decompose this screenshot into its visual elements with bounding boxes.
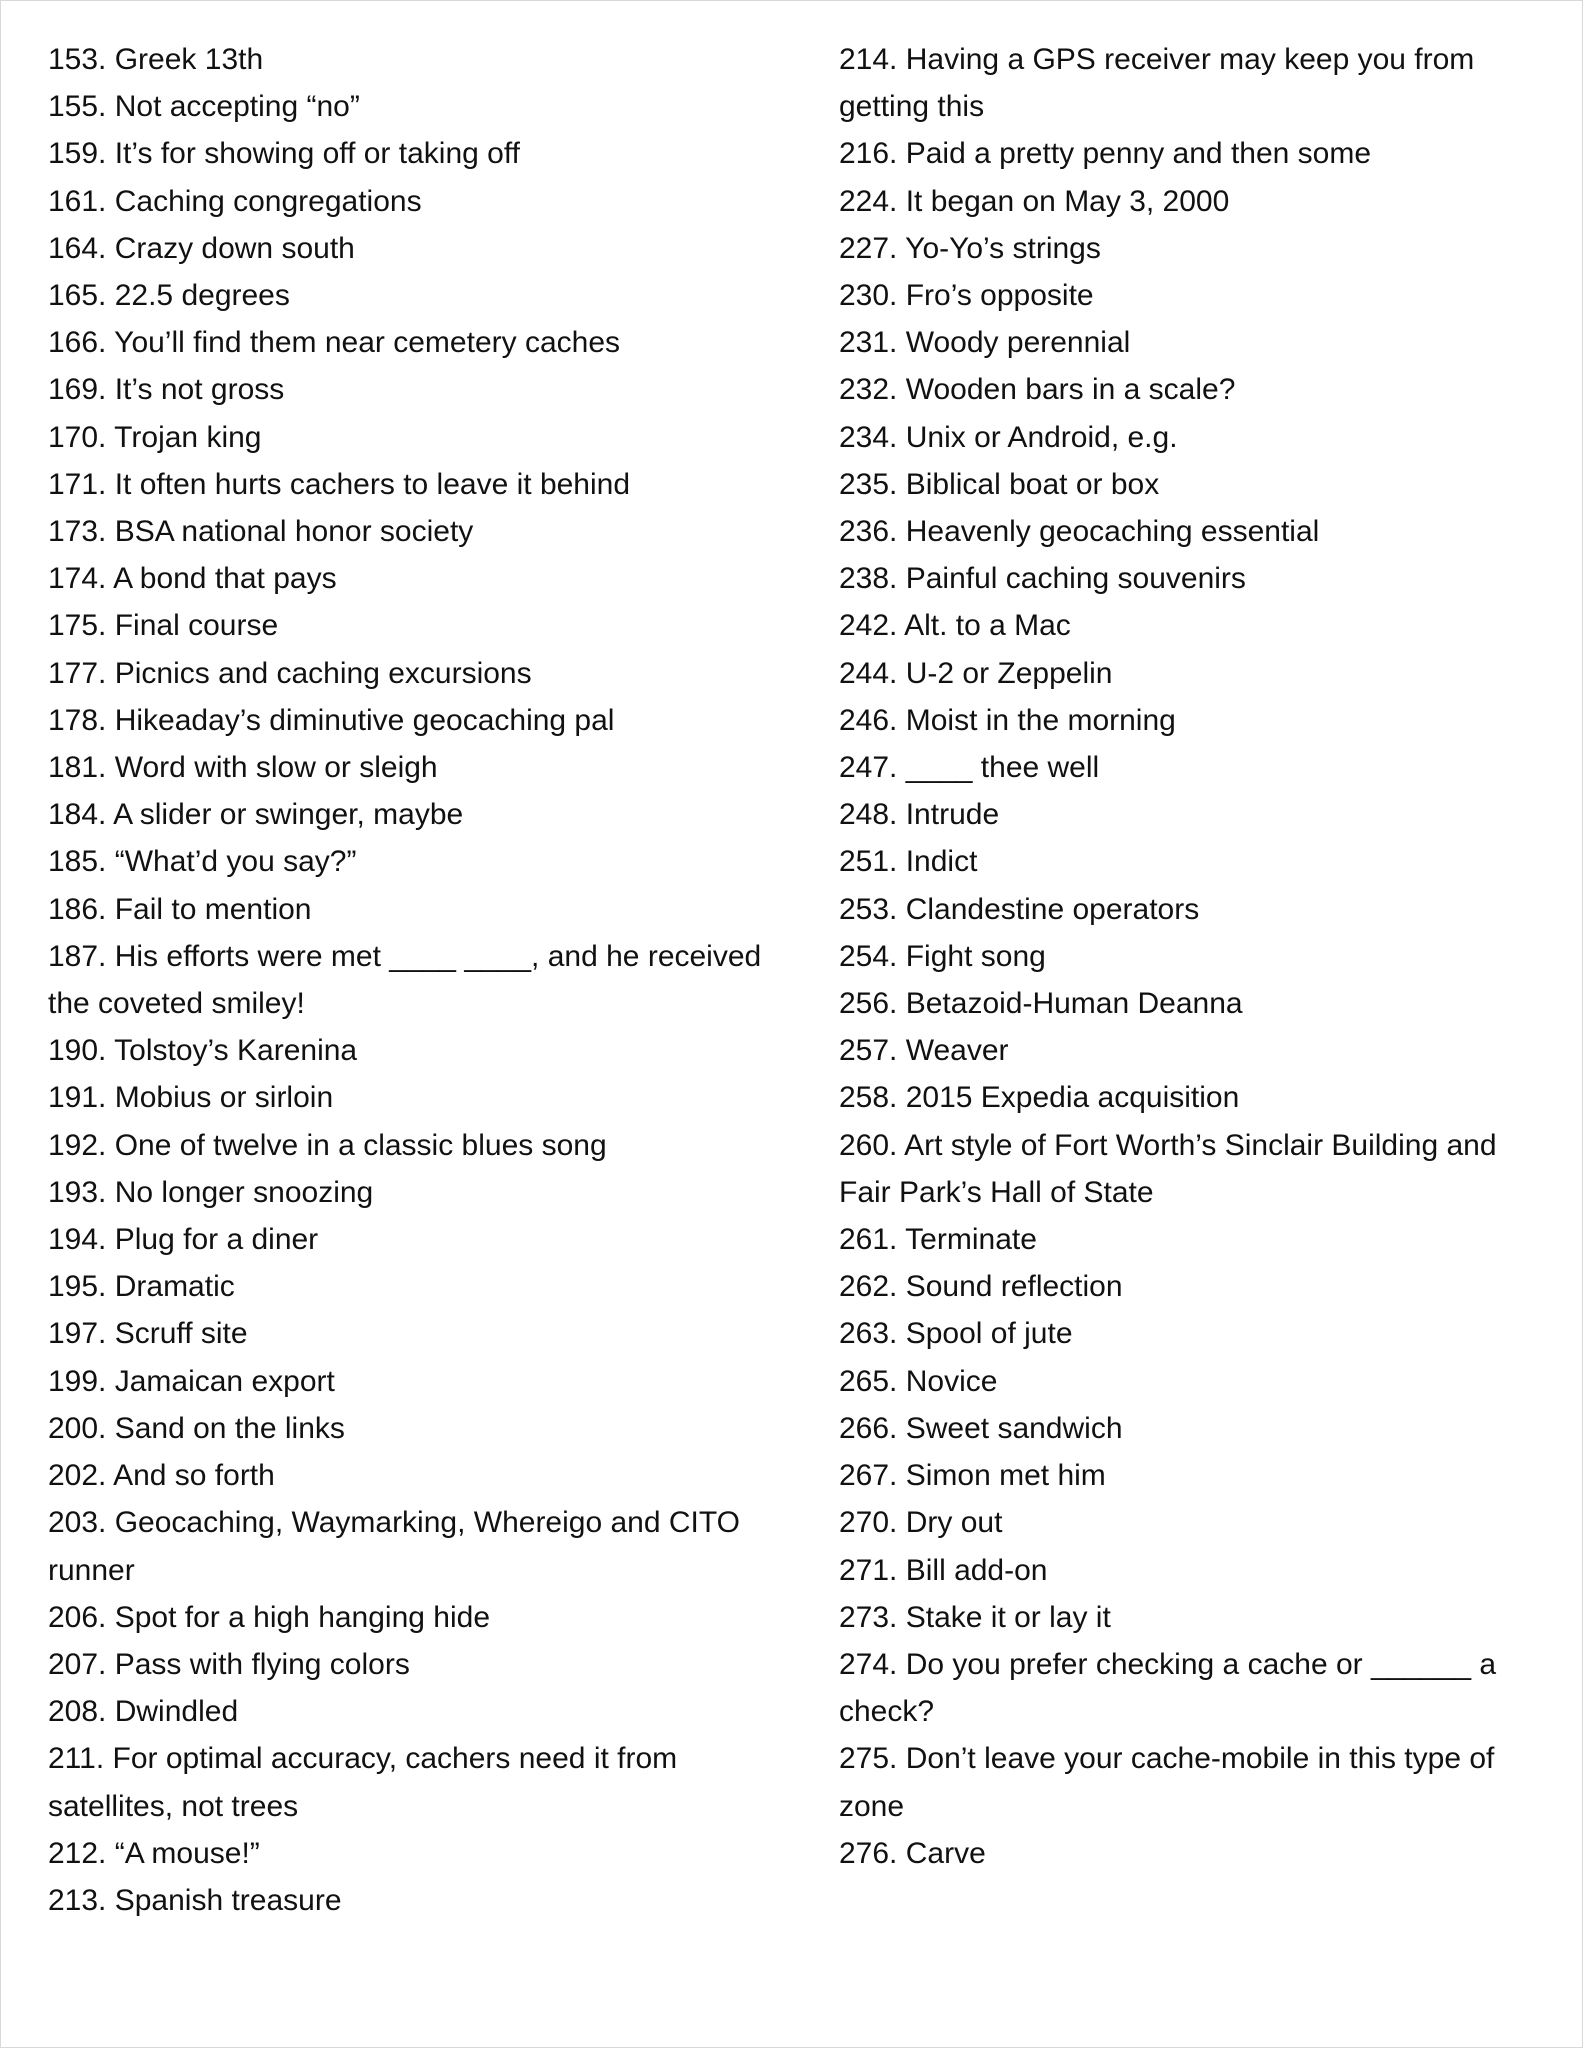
clue-item: 230. Fro’s opposite xyxy=(839,279,1094,313)
clue-item: 202. And so forth xyxy=(48,1459,275,1493)
clue-item: 261. Terminate xyxy=(839,1223,1037,1257)
clue-item: 177. Picnics and caching excursions xyxy=(48,656,532,690)
clue-item: 231. Woody perennial xyxy=(839,326,1131,360)
clue-item: 262. Sound reflection xyxy=(839,1270,1123,1304)
clue-item: 190. Tolstoy’s Karenina xyxy=(48,1034,358,1068)
clue-item: 276. Carve xyxy=(839,1836,986,1870)
clue-item: 169. It’s not gross xyxy=(48,373,285,407)
clue-item: 242. Alt. to a Mac xyxy=(839,609,1071,643)
clue-item: 267. Simon met him xyxy=(839,1459,1106,1493)
clue-item: 199. Jamaican export xyxy=(48,1364,335,1398)
clue-item: 232. Wooden bars in a scale? xyxy=(839,373,1236,407)
clue-item: 206. Spot for a high hanging hide xyxy=(48,1600,491,1634)
clue-item: 166. You’ll find them near cemetery caches xyxy=(48,326,621,360)
clue-item: 171. It often hurts cachers to leave it behind xyxy=(48,467,631,501)
clue-item: 224. It began on May 3, 2000 xyxy=(839,184,1230,218)
clue-item: 153. Greek 13th xyxy=(48,43,264,76)
clue-item: 191. Mobius or sirloin xyxy=(48,1081,334,1115)
clue-item: 216. Paid a pretty penny and then some xyxy=(839,137,1372,171)
clue-item: 173. BSA national honor society xyxy=(48,515,474,549)
clue-item: 213. Spanish treasure xyxy=(48,1883,342,1917)
clue-item: 193. No longer snoozing xyxy=(48,1175,374,1209)
clue-item: 197. Scruff site xyxy=(48,1317,248,1351)
clue-item: 178. Hikeaday’s diminutive geocaching pal xyxy=(48,703,615,737)
clue-item: 254. Fight song xyxy=(839,939,1046,973)
clue-item: 247. ____ thee well xyxy=(839,751,1100,785)
clue-item: 271. Bill add-on xyxy=(839,1553,1048,1587)
clue-item: 251. Indict xyxy=(839,845,978,879)
clue-item: 214. Having a GPS receiver may keep you from getting this xyxy=(839,43,1475,124)
clue-item: 274. Do you prefer checking a cache or ______ a check? xyxy=(839,1647,1497,1729)
clue-item: 257. Weaver xyxy=(839,1034,1009,1068)
clue-item: 246. Moist in the morning xyxy=(839,703,1176,737)
clue-item: 203. Geocaching, Waymarking, Whereigo and CITO runner xyxy=(48,1506,740,1587)
clue-item: 244. U-2 or Zeppelin xyxy=(839,656,1113,690)
clue-item: 170. Trojan king xyxy=(48,420,262,454)
clue-item: 195. Dramatic xyxy=(48,1270,235,1304)
clue-item: 275. Don’t leave your cache-mobile in this type of zone xyxy=(839,1742,1495,1823)
clue-item: 207. Pass with flying colors xyxy=(48,1647,410,1681)
clue-item: 164. Crazy down south xyxy=(48,231,355,265)
clue-item: 270. Dry out xyxy=(839,1506,1003,1540)
clue-item: 212. “A mouse!” xyxy=(48,1836,260,1870)
clue-item: 184. A slider or swinger, maybe xyxy=(48,798,464,832)
clue-item: 159. It’s for showing off or taking off xyxy=(48,137,520,171)
clue-item: 235. Biblical boat or box xyxy=(839,467,1160,501)
clue-item: 155. Not accepting “no” xyxy=(48,90,360,124)
clue-item: 200. Sand on the links xyxy=(48,1411,345,1445)
clue-item: 161. Caching congregations xyxy=(48,184,422,218)
clue-item: 186. Fail to mention xyxy=(48,892,312,926)
clue-list-left xyxy=(48,36,768,1924)
clue-item: 263. Spool of jute xyxy=(839,1317,1073,1351)
clue-item: 185. “What’d you say?” xyxy=(48,845,357,879)
clue-item: 175. Final course xyxy=(48,609,279,643)
clue-item: 256. Betazoid-Human Deanna xyxy=(839,987,1243,1021)
clue-item: 187. His efforts were met ____ ____, and he received the coveted smiley! xyxy=(48,939,762,1021)
clue-item: 208. Dwindled xyxy=(48,1695,239,1729)
clue-item: 266. Sweet sandwich xyxy=(839,1411,1123,1445)
clue-item: 248. Intrude xyxy=(839,798,1000,832)
clue-item: 234. Unix or Android, e.g. xyxy=(839,420,1178,454)
clue-item: 238. Painful caching souvenirs xyxy=(839,562,1246,596)
clue-item: 227. Yo-Yo’s strings xyxy=(839,231,1101,265)
clue-item: 265. Novice xyxy=(839,1364,998,1398)
clue-item: 165. 22.5 degrees xyxy=(48,279,290,313)
clue-item: 192. One of twelve in a classic blues song xyxy=(48,1128,607,1162)
clue-item: 236. Heavenly geocaching essential xyxy=(839,515,1320,549)
clue-item: 181. Word with slow or sleigh xyxy=(48,751,438,785)
clue-item: 260. Art style of Fort Worth’s Sinclair Building and Fair Park’s Hall of State xyxy=(839,1128,1497,1209)
clue-item: 273. Stake it or lay it xyxy=(839,1600,1111,1634)
clue-item: 174. A bond that pays xyxy=(48,562,337,596)
clue-item: 211. For optimal accuracy, cachers need it from satellites, not trees xyxy=(48,1742,678,1823)
clue-item: 194. Plug for a diner xyxy=(48,1223,319,1257)
clue-item: 258. 2015 Expedia acquisition xyxy=(839,1081,1240,1115)
clue-item: 253. Clandestine operators xyxy=(839,892,1200,926)
clue-list-right xyxy=(839,36,1539,1877)
